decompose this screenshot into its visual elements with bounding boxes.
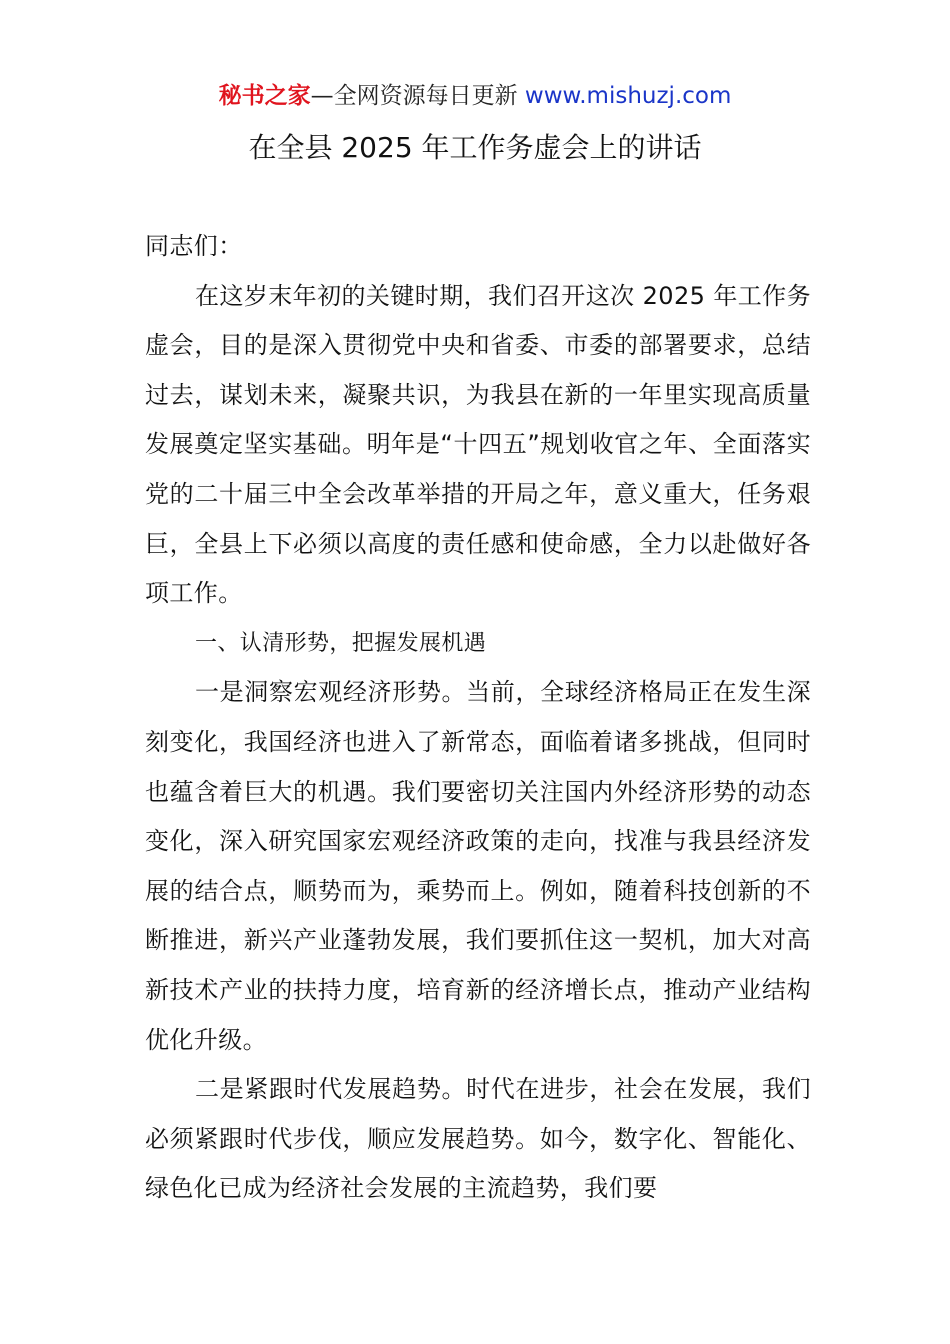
salutation: 同志们： <box>145 232 243 260</box>
brand-name: 秘书之家 <box>218 83 311 109</box>
body-paragraph: 二是紧跟时代发展趋势。时代在进步，社会在发展，我们必须紧跟时代步伐，顺应发展趋势。如今，数字化、智能化、绿色化已成为经济社会发展的主流趋势，我们要 <box>145 1075 811 1203</box>
body-paragraph: 在这岁末年初的关键时期，我们召开这次 2025 年工作务虚会，目的是深入贯彻党中央和省委、市委的部署要求，总结过去，谋划未来，凝聚共识，为我县在新的一年里实现高质量发展奠定坚实基础。明年是“十四五”规划收官之年、全面落实党的二十届三中全会改革举措的开局之年，意义重大，任务艰巨，全县上下必须以高度的责任感和使命感，全力以赴做好各项工作。 <box>145 281 811 608</box>
document-body <box>145 222 811 1214</box>
site-tagline: —全网资源每日更新 <box>310 83 518 109</box>
site-header <box>0 80 950 112</box>
site-url-link[interactable]: www.mishuzj.com <box>524 83 732 109</box>
document-title: 在全县 2025 年工作务虚会上的讲话 <box>248 131 702 164</box>
section-heading: 一、认清形势，把握发展机遇 <box>195 630 487 656</box>
body-paragraph: 一是洞察宏观经济形势。当前，全球经济格局正在发生深刻变化，我国经济也进入了新常态，面临着诸多挑战，但同时也蕴含着巨大的机遇。我们要密切关注国内外经济形势的动态变化，深入研究国家宏观经济政策的走向，找准与我县经济发展的结合点，顺势而为，乘势而上。例如，随着科技创新的不断推进，新兴产业蓬勃发展，我们要抓住这一契机，加大对高新技术产业的扶持力度，培育新的经济增长点，推动产业结构优化升级。 <box>145 678 811 1054</box>
